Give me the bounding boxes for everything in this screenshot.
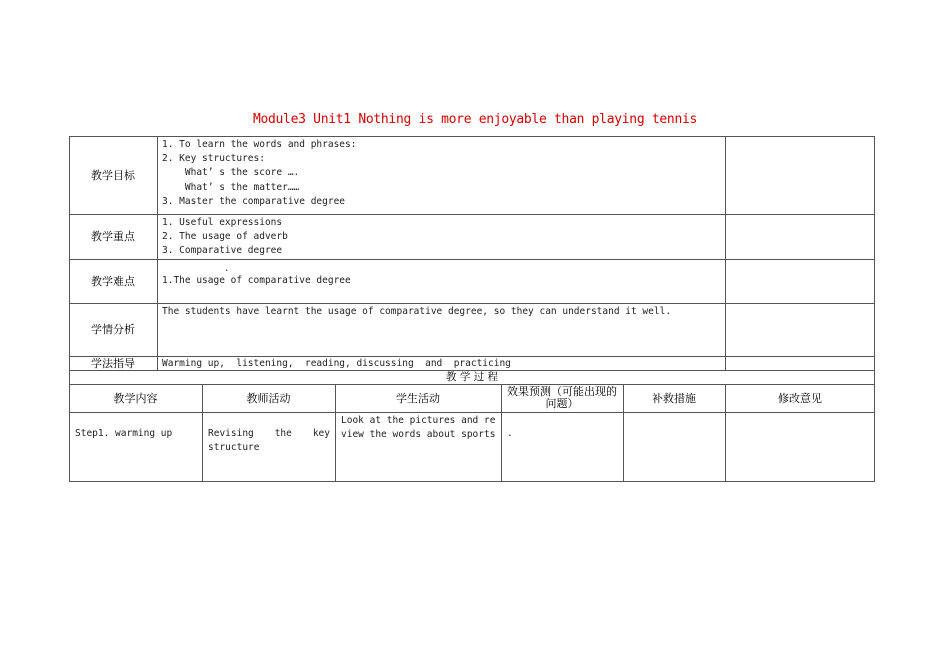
column-header-teacher: 教师活动 (246, 391, 291, 405)
process-row-student: Look at the pictures and review the words about sports (341, 415, 496, 441)
methods-text: Warming up, listening, reading, discussing and practicing (162, 358, 511, 369)
methods-label: 学法指导 (91, 356, 135, 370)
process-row-teacher: Revising the key structure (208, 428, 330, 454)
difficulties-dot: . (224, 264, 230, 274)
key-points-content (162, 216, 722, 259)
lesson-plan-table (69, 136, 875, 482)
process-row-content: Step1. warming up (75, 428, 173, 439)
process-header: 教 学 过 程 (445, 370, 498, 383)
objectives-label: 教学目标 (91, 168, 135, 182)
column-header-revision: 修改意见 (778, 391, 822, 405)
key-points-line-1: 1. Useful expressions (162, 217, 283, 228)
difficulties-content (162, 274, 722, 288)
column-header-content: 教学内容 (113, 391, 158, 405)
analysis-label: 学情分析 (91, 323, 135, 336)
process-row-prediction: . (507, 428, 513, 439)
column-header-remedy: 补救措施 (652, 391, 696, 405)
key-points-line-3: 3. Comparative degree (162, 245, 283, 257)
objectives-line-2: 2. Key structures: (162, 153, 265, 165)
column-header-prediction: 效果预测（可能出现的问题） (507, 385, 617, 410)
objectives-line-1: 1. To learn the words and phrases: (162, 139, 357, 150)
objectives-line-5: 3. Master the comparative degree (162, 195, 346, 207)
analysis-text: The students have learnt the usage of comparative degree, so they can understand it well. (162, 306, 672, 317)
column-header-student: 学生活动 (396, 391, 440, 405)
objectives-line-4: What’ s the matter…… (162, 181, 300, 193)
objectives-line-3: What’ s the score …. (162, 167, 300, 179)
difficulties-line-1: 1.The usage of comparative degree (162, 275, 351, 286)
key-points-label: 教学重点 (91, 230, 135, 243)
key-points-line-2: 2. The usage of adverb (162, 231, 288, 243)
page-title: Module3 Unit1 Nothing is more enjoyable than playing tennis (252, 112, 698, 127)
objectives-content (162, 138, 722, 209)
difficulties-label: 教学难点 (91, 274, 135, 288)
